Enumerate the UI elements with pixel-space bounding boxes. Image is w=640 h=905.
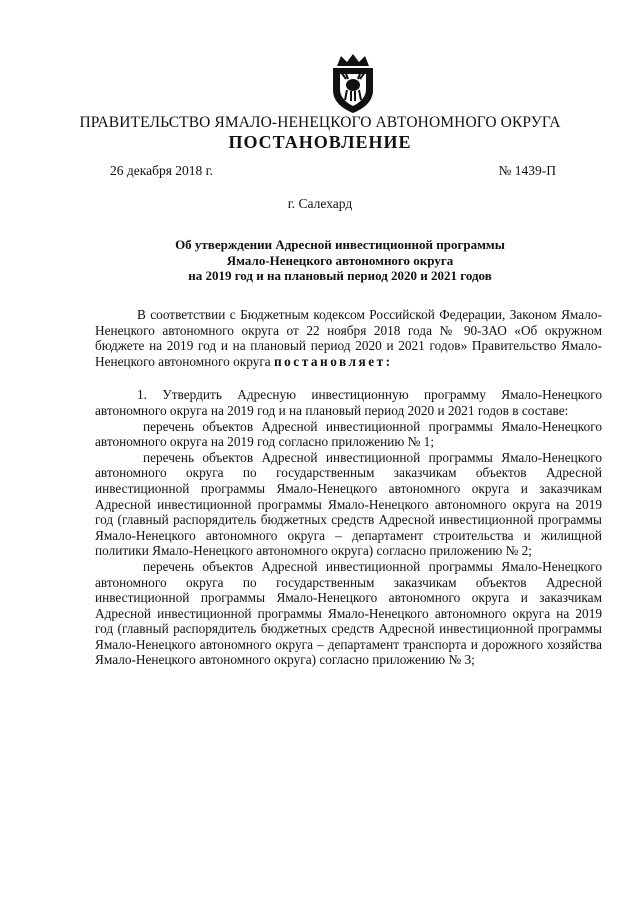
preamble-paragraph	[95, 307, 602, 369]
preamble-text: В соответствии с Бюджетным кодексом Российской Федерации, Законом Ямало-Ненецкого автономного округа от 22 ноября 2018 года № 90-ЗАО «Об окружном бюджете на 2019 год и на плановый период 2020 и 2021 годов» Правительство Ямало-Ненецкого автономного округа	[95, 307, 602, 369]
clause-1-intro: 1. Утвердить Адресную инвестиционную программу Ямало-Ненецкого автономного округа на 2019 год и на плановый период 2020 и 2021 годов в составе:	[95, 387, 602, 418]
clause-1-item-2: перечень объектов Адресной инвестиционной программы Ямало-Ненецкого автономного округа по государственным заказчикам объектов Адресной инвестиционной программы Ямало-Ненецкого автономного округа и заказчикам Адресной инвестиционной программы Ямало-Ненецкого автономного округа на 2019 год (главный распорядитель бюджетных средств Адресной инвестиционной программы Ямало-Ненецкого автономного округа – департамент строительства и жилищной политики Ямало-Ненецкого автономного округа) согласно приложению № 2;	[95, 449, 602, 559]
document-number: № 1439-П	[498, 163, 556, 178]
subject-line-3: на 2019 год и на плановый период 2020 и 2021 годов	[188, 268, 492, 283]
subject-line-2: Ямало-Ненецкого автономного округа	[226, 252, 454, 268]
clause-1-item-3: перечень объектов Адресной инвестиционной программы Ямало-Ненецкого автономного округа по государственным заказчикам объектов Адресной инвестиционной программы Ямало-Ненецкого автономного округа и заказчикам Адресной инвестиционной программы Ямало-Ненецкого автономного округа на 2019 год (главный распорядитель бюджетных средств Адресной инвестиционной программы Ямало-Ненецкого автономного округа – департамент транспорта и дорожного хозяйства Ямало-Ненецкого автономного округа) согласно приложению № 3;	[95, 558, 602, 668]
decree-word: постановляет:	[274, 353, 393, 369]
coat-of-arms-icon	[327, 52, 379, 114]
document-date: 26 декабря 2018 г.	[110, 163, 214, 178]
document-city: г. Салехард	[287, 196, 353, 211]
subject-line-1: Об утверждении Адресной инвестиционной программы	[175, 237, 505, 252]
document-subject	[140, 237, 540, 284]
government-name: ПРАВИТЕЛЬСТВО ЯМАЛО-НЕНЕЦКОГО АВТОНОМНОГО ОКРУГА	[79, 114, 561, 131]
document-body	[95, 307, 602, 668]
document-type-title: ПОСТАНОВЛЕНИЕ	[228, 132, 412, 152]
clause-1-item-1: перечень объектов Адресной инвестиционной программы Ямало-Ненецкого автономного округа на 2019 год согласно приложению № 1;	[95, 418, 602, 450]
